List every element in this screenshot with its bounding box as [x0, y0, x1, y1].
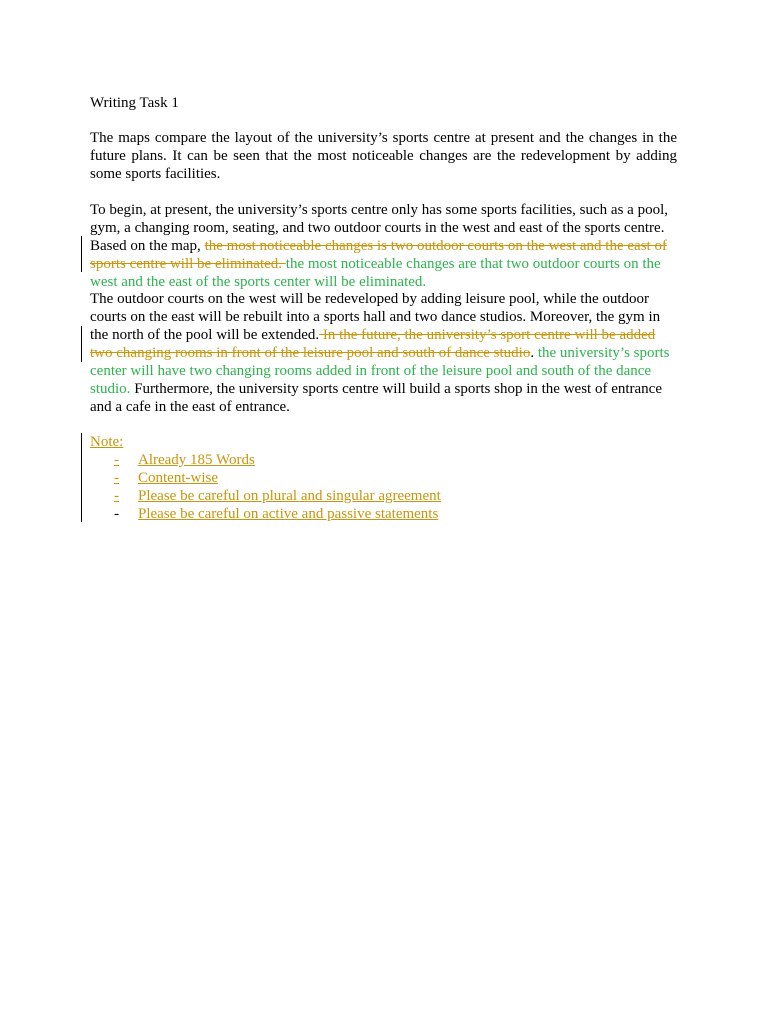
intro-paragraph: The maps compare the layout of the university’s sports centre at present and the changes in the future plans. It can be seen that the most noticeable changes are the redevelopment by adding some sports facilities.	[90, 130, 677, 182]
body-paragraph-1	[90, 201, 677, 291]
list-dash: -	[114, 506, 119, 522]
change-bar	[81, 236, 82, 272]
tracked-insertion[interactable]: the university’s sports center will have two changing rooms added in front of the leisure pool and south of the dance studio.	[90, 345, 670, 397]
note-item[interactable]	[114, 487, 677, 505]
note-item[interactable]	[114, 469, 677, 487]
note-item[interactable]	[114, 505, 677, 523]
change-bar	[81, 326, 82, 362]
tracked-deletion[interactable]: the most noticeable changes is two outdoor courts on the west and the east of sports centre will be eliminated.	[90, 238, 667, 272]
note-item-text: Already 185 Words	[138, 452, 255, 468]
note-item-text: Please be careful on plural and singular agreement	[138, 488, 441, 504]
list-dash: -	[114, 488, 119, 504]
note-item-text: Content-wise	[138, 470, 218, 486]
body-text: The outdoor courts on the west will be redeveloped by adding leisure pool, while the outdoor courts on the east will be rebuilt into a sports hall and two dance studios. Moreover, the gym in the north of the pool will be extended.	[90, 291, 661, 343]
list-dash: -	[114, 452, 119, 468]
tracked-deletion[interactable]: In the future, the university’s sport centre will be added two changing rooms in front of the leisure pool and south of dance studio	[90, 327, 656, 361]
document-title: Writing Task 1	[90, 95, 179, 111]
note-item[interactable]	[114, 451, 677, 469]
note-heading[interactable]: Note:	[90, 434, 124, 450]
body-text: To begin, at present, the university’s sports centre only has some sports facilities, such as a pool, gym, a changing room, seating, and two outdoor courts in the west and east of the sports centre. Based on the map,	[90, 202, 668, 254]
body-text: .	[530, 345, 538, 361]
list-dash: -	[114, 470, 119, 486]
body-paragraph-2	[90, 290, 677, 416]
note-item-text: Please be careful on active and passive statements	[138, 506, 439, 522]
body-text: Furthermore, the university sports centre will build a sports shop in the west of entrance and a cafe in the east of entrance.	[90, 381, 662, 415]
tracked-insertion[interactable]: the most noticeable changes are that two outdoor courts on the west and the east of the sports center will be eliminated.	[90, 256, 661, 290]
change-bar	[81, 433, 82, 522]
note-section	[90, 433, 677, 523]
